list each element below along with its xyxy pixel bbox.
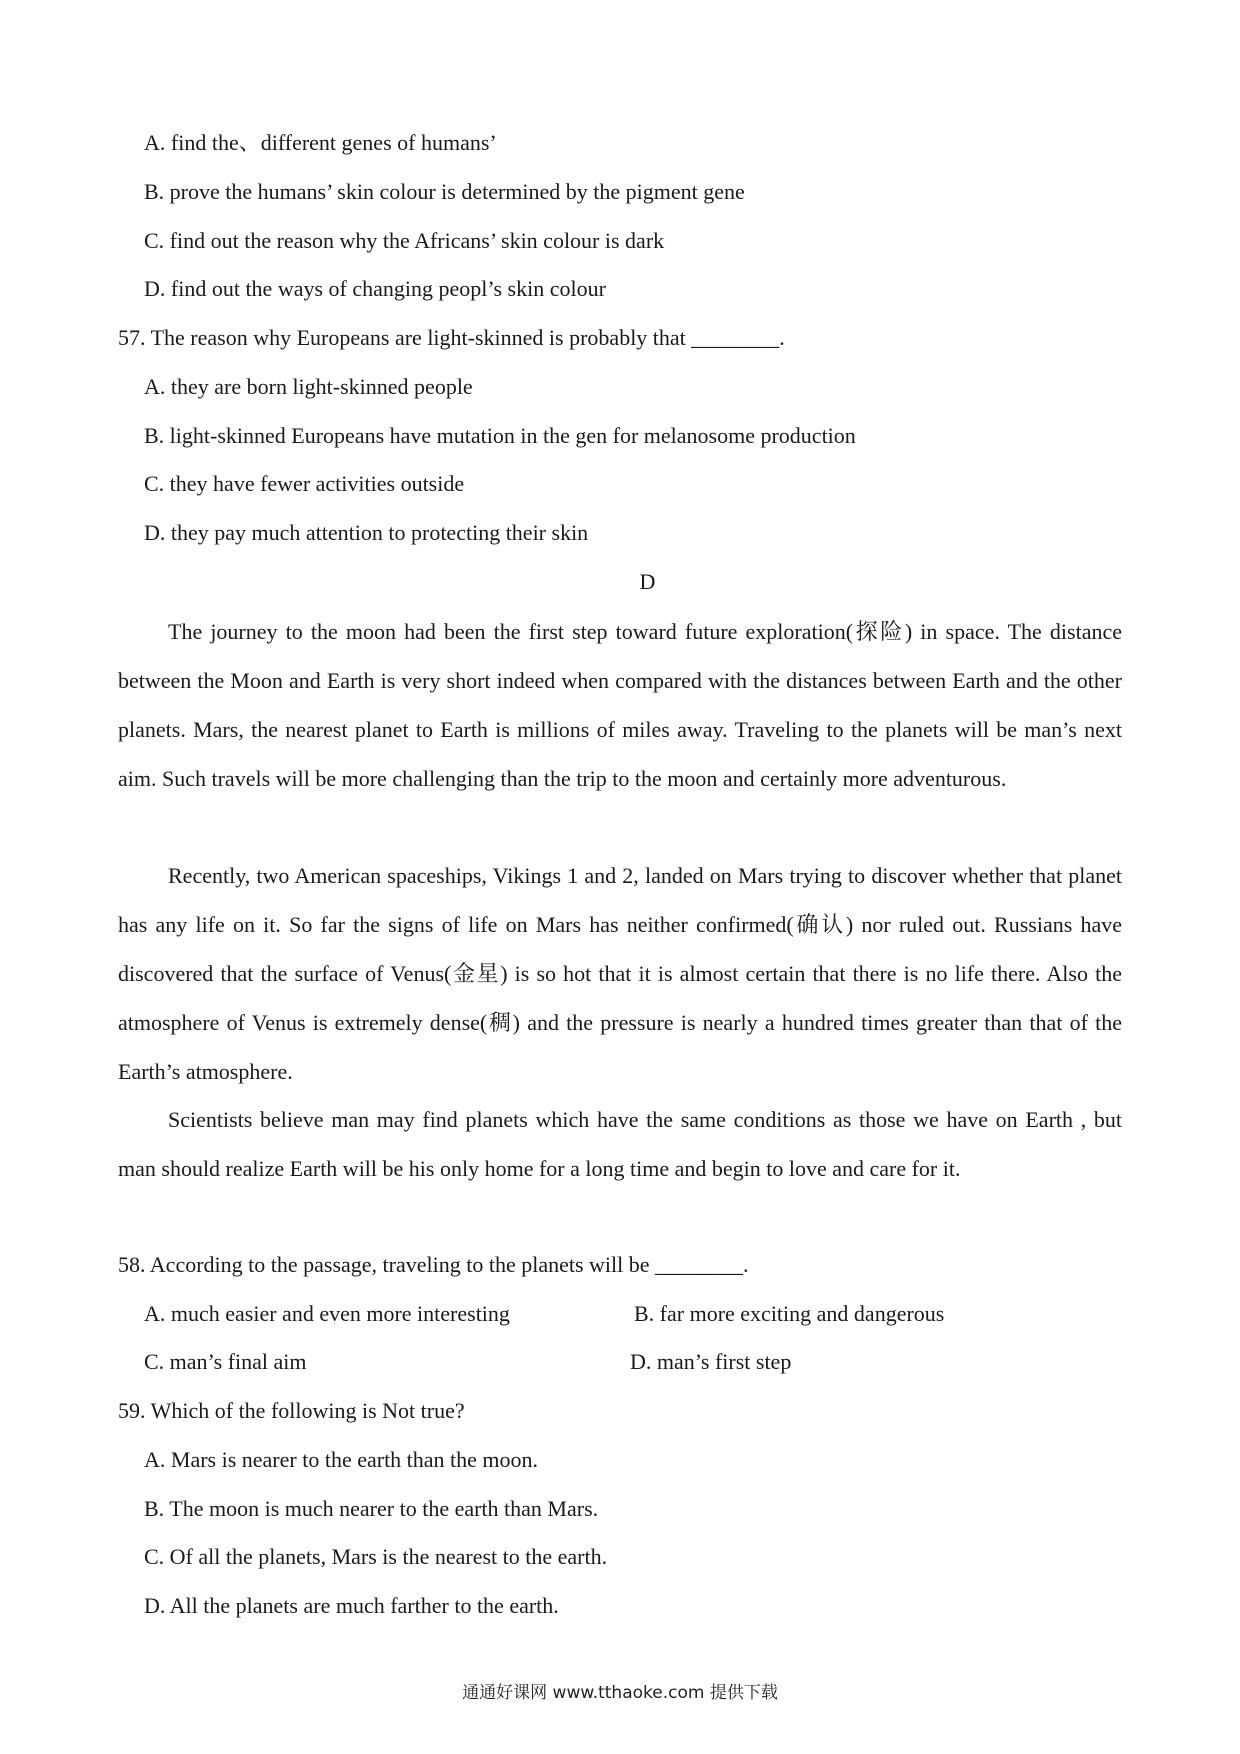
q59-option-c: C. Of all the planets, Mars is the nearest to the earth.: [144, 1544, 608, 1569]
passage-paragraph-3: Scientists believe man may find planets which have the same conditions as those we have on Earth , but man should realize Earth will be his only home for a long time and begin to love and care for it.: [118, 1107, 1122, 1181]
q58-stem: 58. According to the passage, traveling to the planets will be ________.: [118, 1252, 749, 1277]
q59-option-a: A. Mars is nearer to the earth than the moon.: [144, 1447, 539, 1472]
q58-option-c: C. man’s final aim: [144, 1349, 307, 1374]
passage-paragraph-1: The journey to the moon had been the first step toward future exploration(探险) in space. The distance between the Moon and Earth is very short indeed when compared with the distances between Earth and the other planets. Mars, the nearest planet to Earth is millions of miles away. Traveling to the planets will be man’s next aim. Such travels will be more challenging than the trip to the moon and certainly more adventurous.: [118, 619, 1122, 791]
q58-option-b: B. far more exciting and dangerous: [634, 1301, 945, 1326]
q57-option-b: B. light-skinned Europeans have mutation in the gen for melanosome production: [144, 423, 856, 448]
q58-option-d: D. man’s first step: [630, 1349, 792, 1374]
q58-option-a: A. much easier and even more interesting: [144, 1301, 510, 1326]
q56-option-d: D. find out the ways of changing peopl’s skin colour: [144, 276, 606, 301]
q57-option-a: A. they are born light-skinned people: [144, 374, 473, 399]
passage-paragraph-2: Recently, two American spaceships, Vikings 1 and 2, landed on Mars trying to discover whether that planet has any life on it. So far the signs of life on Mars has neither confirmed(确认) nor ruled out. Russians have discovered that the surface of Venus(金星) is so hot that it is almost certain that there is no life there. Also the atmosphere of Venus is extremely dense(稠) and the pressure is nearly a hundred times greater than that of the Earth’s atmosphere.: [118, 863, 1122, 1084]
q59-option-d: D. All the planets are much farther to the earth.: [144, 1593, 559, 1618]
page-footer: 通通好课网 www.tthaoke.com 提供下载: [462, 1683, 778, 1703]
q56-option-a: A. find the、different genes of humans’: [144, 130, 497, 155]
q57-option-d: D. they pay much attention to protecting their skin: [144, 520, 589, 545]
q57-stem: 57. The reason why Europeans are light-skinned is probably that ________.: [118, 325, 785, 350]
q57-option-c: C. they have fewer activities outside: [144, 471, 465, 496]
q56-option-c: C. find out the reason why the Africans’ skin colour is dark: [144, 228, 665, 253]
q59-option-b: B. The moon is much nearer to the earth than Mars.: [144, 1496, 599, 1521]
section-label: D: [639, 569, 656, 594]
q56-option-b: B. prove the humans’ skin colour is determined by the pigment gene: [144, 179, 745, 204]
q59-stem: 59. Which of the following is Not true?: [118, 1398, 465, 1423]
